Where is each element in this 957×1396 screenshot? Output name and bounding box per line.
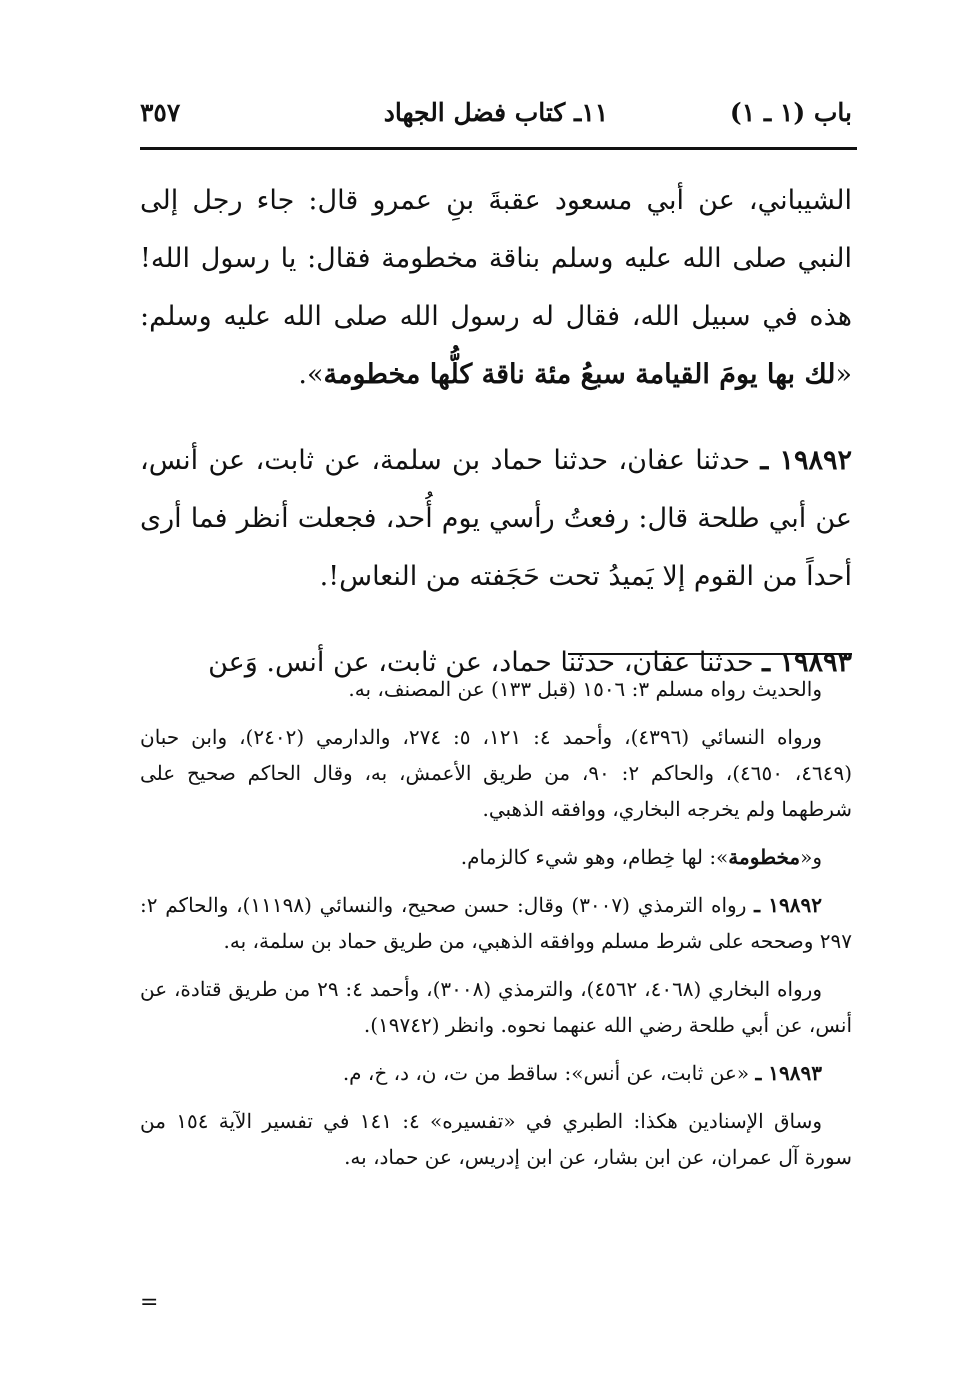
hadith-number: ١٩٨٩٣ ـ	[762, 647, 852, 678]
continuation-mark: =	[140, 1290, 159, 1315]
footnote: ورواه النسائي (٤٣٩٦)، وأحمد ٤: ١٢١، ٥: ٢٧٤، والدارمي (٢٤٠٢)، وابن حبان (٤٦٤٩، ٤٦٥٠)، والحاكم ٢: ٩٠، من طريق الأعمش، به، وقال الحاكم صحيح على شرطهما ولم يخرجه البخاري، ووافقه الذهبي.	[140, 725, 852, 821]
hadith-text: حدثنا عفان، حدثنا حماد بن سلمة، عن ثابت، عن أنس، عن أبي طلحة قال: رفعتُ رأسي يوم أُحد، فجعلت أنظر فما أرى أحداً من القوم إلا يَميدُ تحت حَجَفته من النعاس!.	[140, 445, 852, 592]
footnote	[140, 1055, 852, 1091]
footnote: وساق الإسنادين هكذا: الطبري في «تفسيره» ٤: ١٤١ في تفسير الآية ١٥٤ من سورة آل عمران، عن ابن بشار، عن ابن إدريس، عن حماد، به.	[140, 1109, 852, 1169]
footnote-term: مخطومة	[728, 845, 801, 869]
book-title: ١١ـ كتاب فضل الجهاد	[383, 98, 609, 127]
footnote-number: ١٩٨٩٢ ـ	[754, 893, 823, 917]
hadith-text: الشيباني، عن أبي مسعود عقبةَ بنِ عمرو قال: جاء رجل إلى النبي صلى الله عليه وسلم بناقة مخطومة فقال: يا رسول الله! هذه في سبيل الله، فقال له رسول الله صلى الله عليه وسلم: «	[140, 185, 852, 390]
footnote-text: «عن ثابت، عن أنس»: ساقط من ت، ن، د، خ، م.	[342, 1061, 756, 1085]
hadith-paragraph	[140, 432, 852, 606]
footnote: والحديث رواه مسلم ٣: ١٥٠٦ (قبل ١٣٣) عن المصنف، به.	[348, 677, 822, 701]
footnote-number: ١٩٨٩٣ ـ	[755, 1061, 822, 1085]
chapter-label: باب (١ ـ ١)	[729, 98, 852, 127]
quote-close: ».	[298, 359, 324, 390]
footnote: ورواه البخاري (٤٠٦٨، ٤٥٦٢)، والترمذي (٣٠٠٨)، وأحمد ٤: ٢٩ من طريق قتادة، عن أنس، عن أبي طلحة رضي الله عنهما نحوه. وانظر (١٩٧٤٢).	[140, 977, 852, 1037]
footnote	[140, 887, 852, 959]
footnote	[140, 839, 852, 875]
main-text	[140, 172, 852, 720]
hadith-text: حدثنا عفان، حدثنا حماد، عن ثابت، عن أنس. وَعن	[208, 647, 763, 678]
footnote-separator	[568, 653, 852, 655]
prophetic-saying: لك بها يومَ القيامة سبعُ مئة ناقة كلُّها مخطومة	[323, 359, 836, 390]
page-header	[140, 98, 852, 138]
page-number: ٣٥٧	[140, 98, 181, 127]
header-rule	[140, 147, 857, 150]
hadith-number: ١٩٨٩٢ ـ	[760, 445, 852, 476]
footnote-text: رواه الترمذي (٣٠٠٧) وقال: حسن صحيح، والنسائي (١١١٩٨)، والحاكم ٢: ٢٩٧ وصححه على شرط مسلم ووافقه الذهبي، من طريق حماد بن سلمة، به.	[140, 893, 852, 953]
footnote-text: و«	[800, 845, 822, 869]
footnotes	[140, 671, 852, 1187]
footnote-text: »: لها خِطام، وهو شيء كالزمام.	[460, 845, 729, 869]
hadith-paragraph	[140, 172, 852, 404]
